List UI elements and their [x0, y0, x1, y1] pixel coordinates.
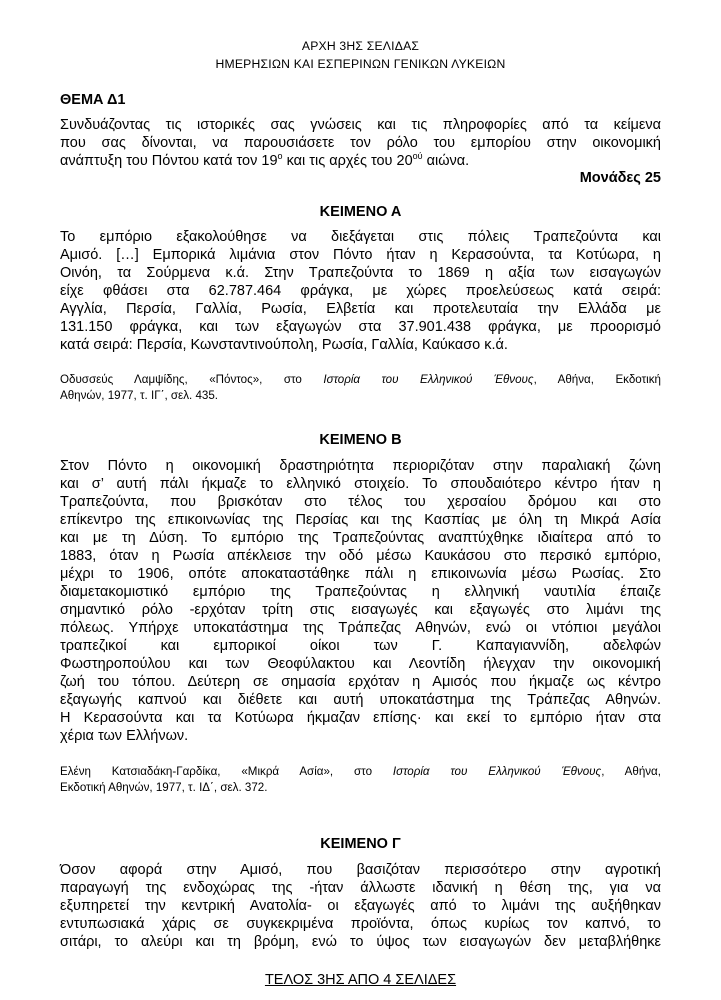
topic-line-final: ανάπτυξη του Πόντου κατά τον $19^o$ και τις αρχές του $20^{oύ}$ αιώνα. [60, 151, 470, 169]
text-b-source: Ελένη Κατσιαδάκη-Γαρδίκα, «Μικρά Ασία», στο Ιστορία του Ελληνικού Έθνους, Αθήνα, [60, 765, 661, 778]
topic-marks: Μονάδες 25 [579, 170, 661, 186]
text-b-line: επίκεντρο της επικοινωνίας της Περσίας και της Κασπίας με όλη τη Μικρά Ασία [60, 512, 661, 528]
text-a-line: Οινόη, τα Σούρμενα κ.ά. Στην Τραπεζούντα το 1869 η αξία των εισαγωγών [60, 265, 661, 281]
page-footer: ΤΕΛΟΣ 3ΗΣ ΑΠΟ 4 ΣΕΛΙΔΕΣ [264, 972, 457, 988]
page-header-school: ΗΜΕΡΗΣΙΩΝ ΚΑΙ ΕΣΠΕΡΙΝΩΝ ΓΕΝΙΚΩΝ ΛΥΚΕΙΩΝ [215, 57, 506, 71]
text-b-line: σημαντικό ρόλο -ερχόταν τρίτη στις εισαγωγές και εξαγωγές στο λιμάνι της [60, 602, 661, 618]
text-a-line: Αγγλία, Περσία, Γαλλία, Ρωσία, Ελβετία και προτελευταία την Ελλάδα με [60, 301, 661, 317]
text-b-line: Φωστηροπούλου και των Θεοφύλακτου και Λεοντίδη ήλεγχαν την οικονομική [60, 656, 661, 672]
text-a-line: 131.150 φράγκα, και των εξαγωγών στα 37.901.438 φράγκα, με προορισμό [60, 319, 661, 335]
text-b-line: εξαγωγής καπνού και διέθετε και αυτή υποκατάστημα της Τράπεζας Αθηνών. [60, 692, 661, 708]
text-b-source-cont: Εκδοτική Αθηνών, 1977, τ. ΙΔ΄, σελ. 372. [60, 781, 268, 794]
text-c-line: παραγωγή της ενδοχώρας της -ήταν άλλωστε ιδανική η θέση της, για να [60, 880, 661, 896]
topic-line: Συνδυάζοντας τις ιστορικές σας γνώσεις και τις πληροφορίες από τα κείμενα [60, 117, 661, 133]
text-a-line: Αμισό. […] Εμπορικά λιμάνια στον Πόντο ήταν η Κερασούντα, τα Κοτύωρα, η [60, 247, 661, 263]
text-b-line: διαμετακομιστικό εμπόριο της Τραπεζούντας η ελληνική ναυτιλία έπαιζε [60, 584, 661, 600]
text-c-line: εξυπηρετεί την κεντρική Ανατολία- οι εξαγωγές από το λιμάνι της αυξήθηκαν [60, 898, 661, 914]
text-c-title: ΚΕΙΜΕΝΟ Γ [320, 836, 401, 852]
text-b-line: Η Κερασούντα και τα Κοτύωρα ήκμαζαν επίσης· και εκεί το εμπόριο ήταν στα [60, 710, 661, 726]
text-b-line: 1883, όταν η Ρωσία απέκλεισε την οδό μέσω Καυκάσου στο περσικό εμπόριο, [60, 548, 661, 564]
text-a-line: κατά σειρά: Περσία, Κωνσταντινούπολη, Ρωσία, Γαλλία, Καύκασο κ.ά. [60, 337, 508, 353]
text-b-line: πόλεως. Υπήρχε υποκατάστημα της Τράπεζας Αθηνών, ενώ οι ντόπιοι μεγάλοι [60, 620, 661, 636]
text-b-title: ΚΕΙΜΕΝΟ Β [319, 432, 402, 448]
topic-line: που σας δίνονται, να παρουσιάσετε τον ρόλο του εμπορίου στην οικονομική [60, 135, 661, 151]
text-c-line: Όσον αφορά στην Αμισό, που βασιζόταν περισσότερο στην αγροτική [60, 862, 661, 878]
text-a-line: είχε φθάσει στα 62.787.464 φράγκα, με χώρες προελεύσεως κατά σειρά: [60, 283, 661, 299]
text-b-line: και με τη Δύση. Το εμπόριο της Τραπεζούντας αναπτύχθηκε ιδιαίτερα από το [60, 530, 661, 546]
text-b-line: Τραπεζούντα, που βρισκόταν στο τέλος του χερσαίου δρόμου και στο [60, 494, 661, 510]
text-c-line: σιτάρι, το αλεύρι και τη βρόμη, ενώ το ύψος των εισαγωγών δεν μεταβλήθηκε [60, 934, 661, 950]
text-b-line: ζωή του τόπου. Δεύτερη σε σημασία ερχόταν η Αμισός που ήκμαζε ως κέντρο [60, 674, 661, 690]
text-b-line: μέχρι το 1906, οπότε αποκαταστάθηκε πάλι η επικοινωνία μέσω Ρωσίας. Στο [60, 566, 661, 582]
text-b-line: τραπεζικοί και εμπορικοί οίκοι των Γ. Καπαγιαννίδη, αδελφών [60, 638, 661, 654]
text-c-line: εντυπωσιακά χάρις σε συγκεκριμένα προϊόντα, όπως κυρίως τον καπνό, το [60, 916, 661, 932]
text-b-line: Στον Πόντο η οικονομική δραστηριότητα περιοριζόταν στην παραλιακή ζώνη [60, 458, 661, 474]
text-b-line: χέρια των Ελλήνων. [60, 728, 189, 744]
topic-title: ΘΕΜΑ Δ1 [60, 92, 126, 108]
text-a-title: ΚΕΙΜΕΝΟ Α [319, 204, 402, 220]
text-a-line: Το εμπόριο εξακολούθησε να διεξάγεται στις πόλεις Τραπεζούντα και [60, 229, 661, 245]
text-a-source: Οδυσσεύς Λαμψίδης, «Πόντος», στο Ιστορία του Ελληνικού Έθνους, Αθήνα, Εκδοτική [60, 373, 661, 386]
text-b-line: και σ’ αυτή πάλι ήκμαζε το ελληνικό στοιχείο. Το σπουδαιότερο κέντρο ήταν η [60, 476, 661, 492]
page-header-start: ΑΡΧΗ 3ΗΣ ΣΕΛΙΔΑΣ [301, 39, 420, 53]
text-a-source-cont: Αθηνών, 1977, τ. ΙΓ΄, σελ. 435. [60, 389, 219, 402]
